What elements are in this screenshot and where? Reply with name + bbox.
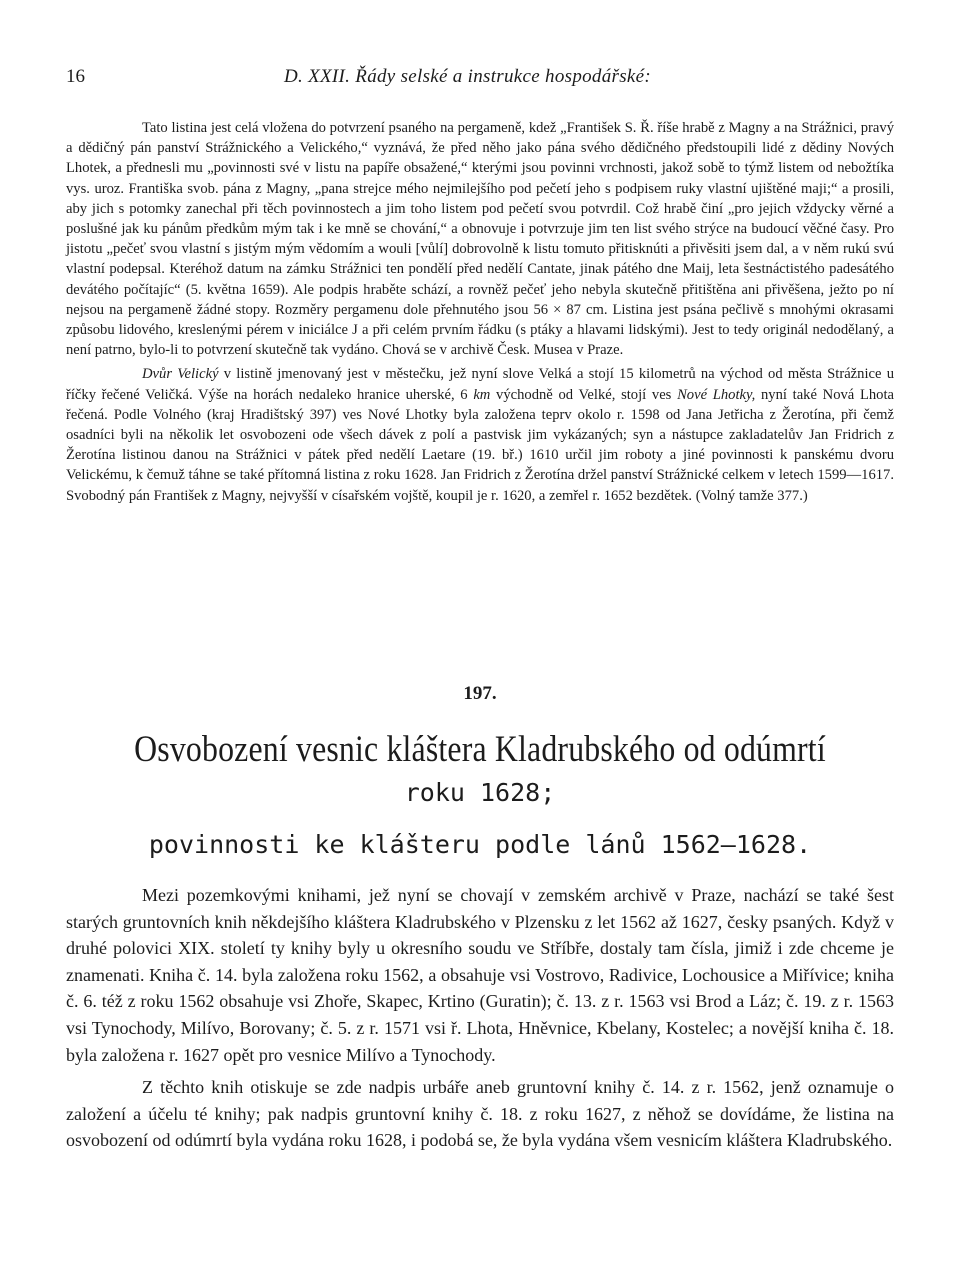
paragraph-text: v listině jmenovaný jest v městečku, jež nyní slove Velká a stojí 15 kilometrů na východ od města Strážnice u říčky řečené Veličká. Výše na horách nedaleko hranice uherské, 6 — [66, 366, 894, 403]
paragraph-text: nyní také Nová Lhota řečená. Podle Volného (kraj Hradištský 397) ves Nové Lhotky byla založena teprv okolo r. 1598 od Jana Jetřicha z Žerotína, při čemž osadníci byli na několik let osvobozeni ode všech dávek z polí a pastvisk jim vykázaných; syn a nástupce zakladatelův Jan Fridrich z Žerotína listinou danou na Strážnici v pátek před nedělí Laetare (19. bř.) 1610 určil jim roboty a jiné povinnosti k panskému dvoru Velickému, k čemuž táhne se také přítomná listina z roku 1628. Jan Fridrich z Žerotína držel panství Strážnické celkem v letech 1599—1617. Svobodný pán František z Magny, nejvyšší v císařském vojště, koupil je r. 1620, a zemřel r. 1652 bezdětek. (Volný tamže 377.) — [66, 386, 894, 504]
running-head: D. XXII. Řády selské a instrukce hospodářské: — [284, 66, 652, 87]
body-text-block — [66, 882, 894, 1154]
commentary-paragraph-1: Tato listina jest celá vložena do potvrzení psaného na pergameně, kdež „František S. Ř. říše hrabě z Magny a na Strážnici, pravý a dědičný pán panství Strážnického a Velického,“ vyznává, že před něho jako pána svého dědičného předstoupili lidé z dědiny Nových Lhotek, a přednesli mu „povinnosti své v listu na papíře obsažené,“ kterými jsou povinni vrchnosti, jakož sobě to týmž listem od nebožtíka vys. uroz. Františka svob. pána z Magny, „pana strejce mého nejmilejšího pod pečetí jeho s podpisem ruky vlastní ujištěné maji;“ a prosili, aby jich s potomky zanechal při těch povinnostech a jim toho listem pod pečetí svou potvrdil. Což hrabě činí „pro jejich vždycky věrné a poslušné jak ku pánům předkům mým tak i ke mně se chování,“ a obnovuje i potvrzuje jim ten list svého strýce na budoucí věčné časy. Pro jistotu „pečeť svou vlastní s jistým mým vědomím a wouli [vůlí] dobrovolně k listu tomuto přitisknúti a přivěsiti jsem dal, a v něm rukú svú vlastní podepsal. Kteréhož datum na zámku Strážnici ten pondělí před nedělí Cantate, jinak pátého dne Maij, leta šestnáctistého padesátého devátého počítajíc“ (5. května 1659). Ale podpis hraběte schází, a rovněž pečeť jeho nebyla skutečně přitištěna ani přivěšena, ježto po ní nejsou na pergameně žádné stopy. Rozměry pergamenu dole přehnutého jsou 56 × 87 cm. Listina jest psána pečlivě s mnohými okrasami způsobu lidového, kreslenými pérem v iniciálce J a při celém prvním řádku (s ptáky a hlavami lidskými). Jest to tedy originál nedodělaný, a není patrno, bylo-li to potvrzení skutečně tak vydáno. Chová se v archivě Česk. Musea v Praze. — [66, 120, 894, 359]
italic-term-nove-lhotky: Nové Lhotky, — [677, 386, 756, 403]
document-number: 197. — [463, 683, 497, 704]
body-paragraph-1: Mezi pozemkovými knihami, jež nyní se chovají v zemském archivě v Praze, nachází se také šest starých gruntovních knih někdejšího kláštera Kladrubského v Plzensku z let 1562 až 1627, česky psaných. Když v druhé polovici XIX. století ty knihy byly u okresního soudu ve Stříbře, dostaly tam čísla, jimiž i zde chceme je znamenati. Kniha č. 14. byla založena roku 1562, a obsahuje vsi Vostrovo, Radivice, Lochousice a Miřívice; kniha č. 6. též z roku 1562 obsahuje vsi Zhoře, Skapec, Krtino (Guratin); č. 13. z r. 1563 vsi Brod a Láz; č. 19. z r. 1563 vsi Tynochody, Milívo, Borovany; č. 5. z r. 1571 vsi ř. Lhota, Hněvnice, Kbelany, Kostelec; a novější kniha č. 18. byla založena r. 1627 opět pro vesnice Milívo a Tynochody. — [66, 885, 894, 1065]
section-subtitle-year: roku 1628; — [404, 778, 556, 807]
page-header — [66, 66, 894, 94]
commentary-block — [66, 118, 894, 506]
page-number: 16 — [66, 66, 85, 87]
section-subtitle-duties: povinnosti ke klášteru podle lánů 1562—1628. — [148, 830, 812, 859]
section-title: Osvobození vesnic kláštera Kladrubského od odúmrtí — [134, 729, 826, 770]
paragraph-text: východně od Velké, stojí ves — [490, 386, 678, 403]
italic-unit-km: km — [473, 386, 491, 403]
commentary-paragraph-2 — [66, 364, 894, 505]
body-paragraph-2: Z těchto knih otiskuje se zde nadpis urbáře aneb gruntovní knihy č. 14. z r. 1562, jenž oznamuje o založení a účelu té knihy; pak nadpis gruntovní knihy č. 18. z roku 1627, z něhož se dovídáme, že listina na osvobození od odúmrtí byla vydána roku 1628, i podobá se, že byla vydána všem vesnicím kláštera Kladrubského. — [66, 1077, 894, 1151]
italic-term-dvur-velicky: Dvůr Velický — [142, 366, 219, 383]
